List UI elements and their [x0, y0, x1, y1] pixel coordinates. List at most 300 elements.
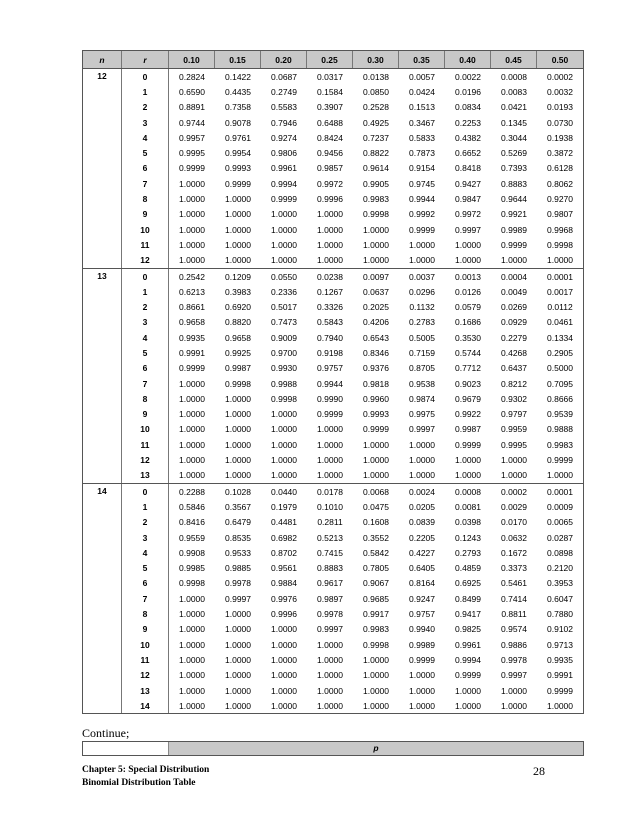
table-row: [122, 284, 583, 299]
r-value: 1: [122, 284, 169, 299]
probability-cell: 0.9989: [501, 224, 527, 235]
probability-cell: 1.0000: [225, 194, 251, 205]
probability-cell: 0.9067: [363, 578, 389, 589]
probability-cell: 0.9757: [317, 363, 343, 374]
r-value: 7: [122, 176, 169, 191]
header-n: n: [83, 51, 122, 68]
probability-cell: 1.0000: [179, 609, 205, 620]
probability-cell: 0.0112: [547, 302, 573, 313]
probability-cell: 0.9874: [409, 393, 435, 404]
probability-cell: 0.9658: [179, 317, 205, 328]
probability-cell: 0.9908: [179, 547, 205, 558]
probability-cell: 0.0296: [409, 286, 435, 297]
probability-cell: 1.0000: [317, 470, 343, 481]
probability-cell: 0.0002: [547, 71, 573, 82]
probability-cell: 0.2528: [363, 102, 389, 113]
probability-cell: 0.1243: [455, 532, 481, 543]
table-header: [83, 51, 583, 69]
probability-cell: 1.0000: [501, 455, 527, 466]
probability-cell: 0.0024: [409, 486, 435, 497]
probability-cell: 1.0000: [317, 685, 343, 696]
probability-cell: 0.0138: [363, 71, 389, 82]
r-value: 7: [122, 591, 169, 606]
probability-cell: 0.3567: [225, 501, 251, 512]
table-row: [122, 237, 583, 252]
probability-cell: 0.9997: [409, 424, 435, 435]
probability-cell: 1.0000: [179, 624, 205, 635]
probability-cell: 0.9944: [409, 194, 435, 205]
probability-cell: 0.2749: [271, 86, 297, 97]
probability-cell: 0.9935: [547, 654, 573, 665]
probability-cell: 1.0000: [225, 424, 251, 435]
table-row: [122, 130, 583, 145]
probability-cell: 0.9978: [501, 654, 527, 665]
probability-cell: 0.1979: [271, 501, 297, 512]
probability-cell: 0.1608: [363, 517, 389, 528]
probability-cell: 1.0000: [317, 455, 343, 466]
probability-cell: 1.0000: [271, 439, 297, 450]
probability-cell: 1.0000: [271, 424, 297, 435]
probability-cell: 0.9989: [409, 639, 435, 650]
probability-cell: 0.9997: [455, 224, 481, 235]
r-value: 11: [122, 652, 169, 667]
n-value: 13: [83, 269, 122, 483]
probability-cell: 1.0000: [225, 455, 251, 466]
header-blank-cell: [83, 742, 169, 755]
probability-cell: 0.5017: [271, 302, 297, 313]
probability-cell: 1.0000: [363, 224, 389, 235]
r-value: 6: [122, 576, 169, 591]
header-p: 0.30: [353, 51, 399, 68]
probability-cell: 1.0000: [409, 470, 435, 481]
probability-cell: 0.0205: [409, 501, 435, 512]
probability-cell: 1.0000: [547, 700, 573, 711]
probability-cell: 1.0000: [271, 670, 297, 681]
probability-cell: 1.0000: [179, 194, 205, 205]
probability-cell: 0.9999: [317, 409, 343, 420]
probability-cell: 0.9806: [271, 148, 297, 159]
table-row: [122, 452, 583, 467]
probability-cell: 0.9427: [455, 178, 481, 189]
probability-cell: 0.7415: [317, 547, 343, 558]
probability-cell: 1.0000: [225, 209, 251, 220]
r-value: 0: [122, 69, 169, 84]
probability-cell: 1.0000: [501, 470, 527, 481]
probability-cell: 1.0000: [225, 670, 251, 681]
probability-cell: 0.9992: [409, 209, 435, 220]
probability-cell: 0.0022: [455, 71, 481, 82]
n-value: 12: [83, 69, 122, 268]
probability-cell: 0.9009: [271, 332, 297, 343]
r-value: 2: [122, 515, 169, 530]
probability-cell: 1.0000: [179, 685, 205, 696]
probability-cell: 1.0000: [363, 455, 389, 466]
probability-cell: 0.8062: [547, 178, 573, 189]
probability-cell: 0.6437: [501, 363, 527, 374]
probability-cell: 1.0000: [271, 654, 297, 665]
table-row: [122, 698, 583, 713]
probability-cell: 1.0000: [225, 255, 251, 266]
probability-cell: 1.0000: [179, 378, 205, 389]
probability-cell: 0.2793: [455, 547, 481, 558]
probability-cell: 0.9757: [409, 609, 435, 620]
probability-cell: 0.9930: [271, 363, 297, 374]
probability-cell: 0.7805: [363, 563, 389, 574]
probability-cell: 0.9935: [179, 332, 205, 343]
probability-cell: 0.9922: [455, 409, 481, 420]
probability-cell: 0.9978: [225, 578, 251, 589]
r-value: 5: [122, 345, 169, 360]
probability-cell: 1.0000: [409, 685, 435, 696]
probability-cell: 0.2336: [271, 286, 297, 297]
probability-cell: 1.0000: [455, 255, 481, 266]
probability-cell: 0.9997: [501, 670, 527, 681]
probability-cell: 0.9797: [501, 409, 527, 420]
probability-cell: 0.0002: [501, 486, 527, 497]
probability-cell: 0.9998: [547, 239, 573, 250]
probability-cell: 1.0000: [271, 239, 297, 250]
probability-cell: 0.9745: [409, 178, 435, 189]
probability-cell: 0.0081: [455, 501, 481, 512]
probability-cell: 0.9999: [455, 670, 481, 681]
probability-cell: 0.9999: [409, 654, 435, 665]
probability-cell: 1.0000: [409, 239, 435, 250]
table-row: [122, 145, 583, 160]
probability-cell: 1.0000: [317, 670, 343, 681]
probability-cell: 0.0004: [501, 271, 527, 282]
table-row: [122, 315, 583, 330]
table-row: [122, 269, 583, 284]
probability-cell: 1.0000: [179, 455, 205, 466]
probability-cell: 1.0000: [179, 409, 205, 420]
table-row: [122, 576, 583, 591]
probability-cell: 0.7358: [225, 102, 251, 113]
probability-cell: 0.8661: [179, 302, 205, 313]
probability-cell: 0.9561: [271, 563, 297, 574]
n-block: [83, 269, 583, 484]
header-p: 0.45: [491, 51, 537, 68]
table-row: [122, 345, 583, 360]
probability-cell: 0.9807: [547, 209, 573, 220]
table-row: [122, 561, 583, 576]
probability-cell: 0.6920: [225, 302, 251, 313]
probability-cell: 1.0000: [179, 178, 205, 189]
probability-cell: 0.9999: [179, 363, 205, 374]
probability-cell: 0.6213: [179, 286, 205, 297]
table-row: [122, 176, 583, 191]
table-body: [83, 69, 583, 713]
probability-cell: 1.0000: [271, 470, 297, 481]
continue-note: Continue;: [82, 726, 130, 740]
probability-cell: 0.1334: [547, 332, 573, 343]
probability-cell: 0.7946: [271, 117, 297, 128]
probability-cell: 0.9247: [409, 593, 435, 604]
probability-cell: 1.0000: [225, 639, 251, 650]
probability-cell: 0.8346: [363, 347, 389, 358]
r-value: 9: [122, 622, 169, 637]
header-p: 0.50: [551, 54, 569, 65]
probability-cell: 0.0317: [317, 71, 343, 82]
probability-cell: 0.4925: [363, 117, 389, 128]
r-value: 4: [122, 330, 169, 345]
probability-cell: 0.9818: [363, 378, 389, 389]
probability-cell: 0.9998: [363, 209, 389, 220]
r-value: 1: [122, 499, 169, 514]
probability-cell: 1.0000: [179, 239, 205, 250]
n-block: [83, 69, 583, 269]
probability-cell: 1.0000: [501, 700, 527, 711]
probability-cell: 1.0000: [179, 700, 205, 711]
probability-cell: 0.9700: [271, 347, 297, 358]
n-value: 14: [83, 484, 122, 713]
probability-cell: 0.9574: [501, 624, 527, 635]
probability-cell: 0.0057: [409, 71, 435, 82]
probability-cell: 1.0000: [271, 624, 297, 635]
probability-cell: 0.7873: [409, 148, 435, 159]
probability-cell: 0.9023: [455, 378, 481, 389]
probability-cell: 0.7880: [547, 609, 573, 620]
probability-cell: 0.3983: [225, 286, 251, 297]
probability-cell: 1.0000: [363, 439, 389, 450]
probability-cell: 0.7237: [363, 132, 389, 143]
probability-cell: 0.0421: [501, 102, 527, 113]
probability-cell: 0.9999: [501, 239, 527, 250]
probability-cell: 0.1422: [225, 71, 251, 82]
probability-cell: 0.0637: [363, 286, 389, 297]
table-row: [122, 191, 583, 206]
probability-cell: 1.0000: [271, 224, 297, 235]
binomial-table: [82, 50, 584, 714]
probability-cell: 0.9198: [317, 347, 343, 358]
probability-cell: 0.9997: [317, 624, 343, 635]
probability-cell: 0.9644: [501, 194, 527, 205]
probability-cell: 0.2811: [317, 517, 343, 528]
probability-cell: 0.0008: [455, 486, 481, 497]
probability-cell: 0.3872: [547, 148, 573, 159]
table-row: [122, 437, 583, 452]
probability-cell: 1.0000: [271, 700, 297, 711]
probability-cell: 0.3552: [363, 532, 389, 543]
table-row: [122, 330, 583, 345]
probability-cell: 0.6405: [409, 563, 435, 574]
probability-cell: 0.7393: [501, 163, 527, 174]
probability-cell: 0.0049: [501, 286, 527, 297]
n-block: [83, 484, 583, 713]
probability-cell: 0.8702: [271, 547, 297, 558]
probability-cell: 0.9972: [455, 209, 481, 220]
probability-cell: 0.4206: [363, 317, 389, 328]
probability-cell: 1.0000: [455, 239, 481, 250]
probability-cell: 0.2253: [455, 117, 481, 128]
footer-chapter: Chapter 5: Special Distribution: [82, 765, 210, 775]
probability-cell: 0.2824: [179, 71, 205, 82]
table-row: [122, 530, 583, 545]
r-value: 13: [122, 468, 169, 483]
probability-cell: 0.6652: [455, 148, 481, 159]
probability-cell: 0.9744: [179, 117, 205, 128]
probability-cell: 0.0632: [501, 532, 527, 543]
probability-cell: 1.0000: [225, 624, 251, 635]
probability-cell: 0.5005: [409, 332, 435, 343]
table-row: [122, 484, 583, 499]
probability-cell: 0.9270: [547, 194, 573, 205]
table-row: [122, 468, 583, 483]
probability-cell: 0.9679: [455, 393, 481, 404]
r-value: 2: [122, 100, 169, 115]
probability-cell: 1.0000: [363, 239, 389, 250]
probability-cell: 1.0000: [363, 670, 389, 681]
probability-cell: 0.9940: [409, 624, 435, 635]
probability-cell: 0.2205: [409, 532, 435, 543]
probability-cell: 1.0000: [179, 209, 205, 220]
probability-cell: 0.0097: [363, 271, 389, 282]
probability-cell: 0.9954: [225, 148, 251, 159]
probability-cell: 0.9994: [271, 178, 297, 189]
footer-table-name: Binomial Distribution Table: [82, 778, 196, 788]
probability-cell: 0.7712: [455, 363, 481, 374]
continued-table-header: [82, 741, 584, 756]
r-value: 0: [122, 484, 169, 499]
probability-cell: 1.0000: [225, 393, 251, 404]
probability-cell: 0.5461: [501, 578, 527, 589]
probability-cell: 0.9999: [409, 224, 435, 235]
probability-cell: 0.7940: [317, 332, 343, 343]
probability-cell: 0.9976: [271, 593, 297, 604]
probability-cell: 0.9975: [409, 409, 435, 420]
probability-cell: 0.9961: [455, 639, 481, 650]
probability-cell: 0.8883: [317, 563, 343, 574]
r-value: 13: [122, 683, 169, 698]
r-value: 8: [122, 191, 169, 206]
probability-cell: 0.9886: [501, 639, 527, 650]
table-row: [122, 253, 583, 268]
r-value: 2: [122, 299, 169, 314]
probability-cell: 0.8705: [409, 363, 435, 374]
probability-cell: 0.9990: [317, 393, 343, 404]
probability-cell: 0.5833: [409, 132, 435, 143]
probability-cell: 0.4481: [271, 517, 297, 528]
table-row: [122, 115, 583, 130]
probability-cell: 0.1513: [409, 102, 435, 113]
probability-cell: 0.9960: [363, 393, 389, 404]
probability-cell: 0.0032: [547, 86, 573, 97]
probability-cell: 0.9993: [225, 163, 251, 174]
probability-cell: 1.0000: [225, 685, 251, 696]
probability-cell: 0.3326: [317, 302, 343, 313]
probability-cell: 0.8666: [547, 393, 573, 404]
probability-cell: 0.0001: [547, 271, 573, 282]
probability-cell: 0.0440: [271, 486, 297, 497]
probability-cell: 1.0000: [317, 654, 343, 665]
r-value: 3: [122, 530, 169, 545]
probability-cell: 1.0000: [409, 700, 435, 711]
probability-cell: 0.2120: [547, 563, 573, 574]
table-row: [122, 545, 583, 560]
probability-cell: 1.0000: [317, 424, 343, 435]
probability-cell: 1.0000: [501, 685, 527, 696]
probability-cell: 1.0000: [179, 224, 205, 235]
probability-cell: 1.0000: [317, 239, 343, 250]
probability-cell: 0.7414: [501, 593, 527, 604]
r-value: 10: [122, 222, 169, 237]
probability-cell: 0.0065: [547, 517, 573, 528]
probability-cell: 1.0000: [225, 239, 251, 250]
probability-cell: 0.9999: [271, 194, 297, 205]
table-row: [122, 207, 583, 222]
probability-cell: 0.3907: [317, 102, 343, 113]
probability-cell: 0.9999: [455, 439, 481, 450]
r-value: 8: [122, 391, 169, 406]
probability-cell: 0.1010: [317, 501, 343, 512]
probability-cell: 0.1132: [409, 302, 435, 313]
probability-cell: 0.5583: [271, 102, 297, 113]
probability-cell: 1.0000: [547, 255, 573, 266]
probability-cell: 0.6925: [455, 578, 481, 589]
probability-cell: 0.9538: [409, 378, 435, 389]
probability-cell: 0.4227: [409, 547, 435, 558]
probability-cell: 1.0000: [455, 685, 481, 696]
probability-cell: 0.8883: [501, 178, 527, 189]
probability-cell: 0.9888: [547, 424, 573, 435]
table-row: [122, 622, 583, 637]
table-row: [122, 69, 583, 84]
probability-cell: 1.0000: [317, 700, 343, 711]
probability-cell: 0.8891: [179, 102, 205, 113]
probability-cell: 0.0839: [409, 517, 435, 528]
probability-cell: 0.9993: [363, 409, 389, 420]
probability-cell: 0.0001: [547, 486, 573, 497]
probability-cell: 0.9998: [179, 578, 205, 589]
r-value: 5: [122, 561, 169, 576]
table-row: [122, 161, 583, 176]
table-row: [122, 637, 583, 652]
r-value: 7: [122, 376, 169, 391]
probability-cell: 0.0193: [547, 102, 573, 113]
probability-cell: 0.6590: [179, 86, 205, 97]
probability-cell: 0.0238: [317, 271, 343, 282]
probability-cell: 1.0000: [179, 593, 205, 604]
probability-cell: 1.0000: [317, 439, 343, 450]
probability-cell: 0.7473: [271, 317, 297, 328]
probability-cell: 0.8822: [363, 148, 389, 159]
table-row: [122, 606, 583, 621]
probability-cell: 0.9983: [547, 439, 573, 450]
probability-cell: 1.0000: [179, 424, 205, 435]
probability-cell: 0.9996: [271, 609, 297, 620]
r-value: 10: [122, 422, 169, 437]
probability-cell: 0.3373: [501, 563, 527, 574]
probability-cell: 1.0000: [225, 224, 251, 235]
probability-cell: 0.9996: [317, 194, 343, 205]
r-value: 10: [122, 637, 169, 652]
probability-cell: 0.9995: [179, 148, 205, 159]
probability-cell: 0.0550: [271, 271, 297, 282]
probability-cell: 0.9999: [179, 163, 205, 174]
table-row: [122, 361, 583, 376]
probability-cell: 1.0000: [225, 609, 251, 620]
probability-cell: 0.3467: [409, 117, 435, 128]
probability-cell: 1.0000: [455, 470, 481, 481]
probability-cell: 0.3044: [501, 132, 527, 143]
probability-cell: 0.0461: [547, 317, 573, 328]
r-value: 1: [122, 84, 169, 99]
probability-cell: 0.3953: [547, 578, 573, 589]
probability-cell: 0.4435: [225, 86, 251, 97]
probability-cell: 0.1028: [225, 486, 251, 497]
probability-cell: 0.0424: [409, 86, 435, 97]
probability-cell: 1.0000: [547, 470, 573, 481]
probability-cell: 0.0269: [501, 302, 527, 313]
